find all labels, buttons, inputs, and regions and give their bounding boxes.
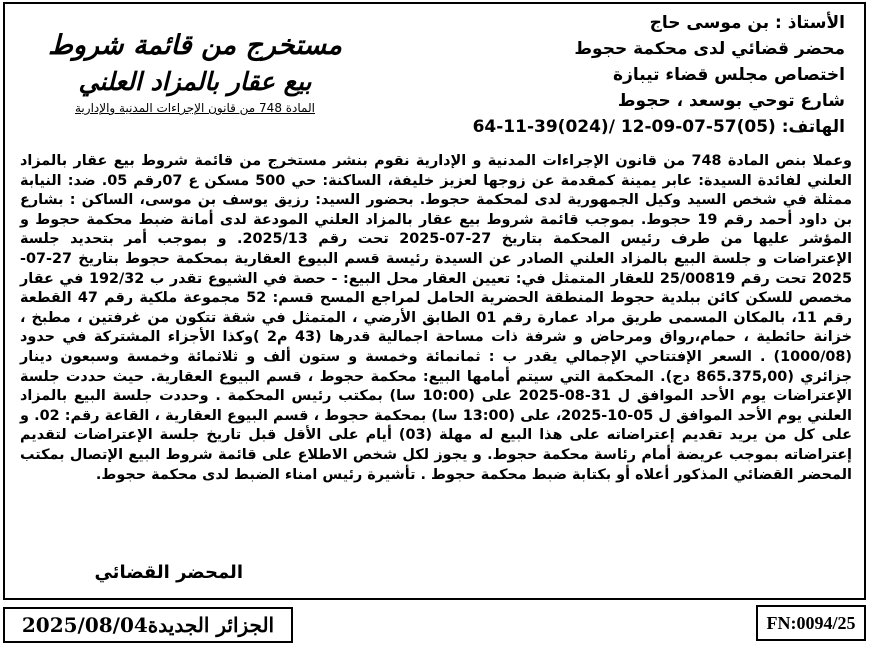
notice-body <box>20 152 852 485</box>
notice-body-text: وعملا بنص المادة 748 من قانون الإجراءات المدنية و الإدارية نقوم بنشر مستخرج من قائمة شروط بيع عقار بالمزاد العلني لفائدة السيدة: عابر يمينة كمقدمة عن زوجها لعزيز خليفة، الساكنة: حي 500 مسكن ع 07رقم 05. ضد: النيابة ممثلة في شخص السيد وكيل الجمهورية لدى لمحكمة حجوط. بحضور السيد: رزيق يوسف بن موسى، الساكن : بشارع بن داود أحمد رقم 19 حجوط. بموجب قائمة شروط بيع عقار بالمزاد العلني المودعة لدى أمانة ضبط محكمة حجوط و المؤشر عليها من طرف رئيس المحكمة بتاريخ 27-07-2025 تحت رقم 2025/13. و بموجب أمر بتحديد جلسة الإعتراضات و جلسة البيع بالمزاد العلني الصادر عن السيدة رئيسة قسم البيوع العقارية بمحكمة حجوط بتاريخ 27-07-2025 تحت رقم 25/00819 للعقار المتمثل في: تعيين العقار محل البيع: - حصة في الشيوع تقدر ب 192/32 في عقار مخصص للسكن كائن ببلدية حجوط المنطقة الحضرية الحامل لمراجع المسح قسم: 52 مجموعة ملكية رقم 47 القطعة رقم 11، بالمكان المسمى طريق مراد عمارة رقم 01 الطابق الأرضي ، المتمثل في شقة تتكون من غرفتين ، مطبخ ، خزانة حائطية ، حمام،رواق ومرحاض و شرفة ذات مساحة اجمالية قدرها (43 م2 )وكذا الأجزاء المشتركة في حدود (1000/08) . السعر الإفتتاحي الإجمالي يقدر ب : ثمانمائة وخمسة و ستون ألف و ثلاثمائة وخمسة وسبعون دينار جزائري (865.375,00 دج). المحكمة التي سيتم أمامها البيع: محكمة حجوط ، قسم البيوع العقارية. حيث حددت جلسة الإعتراضات يوم الأحد الموافق ل 31-08-2025 على (10:00 سا) بمكتب رئيس المحكمة . وحددت جلسة البيع بالمزاد العلني يوم الأحد الموافق ل 05-10-2025، على (13:00 سا) بمحكمة حجوط ، قسم البيوع العقارية ، القاعة رقم: 02. و على كل من يريد تقديم إعتراضاته على هذا البيع له مهلة (03) أيام على الأقل قبل تاريخ جلسة الإعتراضات لتقديم إعتراضاته بموجب عريضة أمام رئاسة محكمة حجوط. و يجوز لكل شخص الاطلاع على قائمة شروط البيع الإتصال بمكتب المحضر القضائي المذكور أعلاه أو بكتابة ضبط محكمة حجوط . تأشيرة رئيس امناء الضبط لدى محكمة حجوط. <box>20 153 853 483</box>
notice-title-block <box>20 28 370 116</box>
notice-article-reference: المادة 748 من قانون الإجراءات المدنية والإدارية <box>75 101 315 115</box>
newspaper-date-box: الجزائر الجديدة2025/08/04 <box>3 607 293 643</box>
bailiff-name: الأستاذ : بن موسى حاج <box>649 13 845 33</box>
fn-code-box: FN:0094/25 <box>756 605 866 641</box>
phone-label: الهاتف: <box>781 117 845 137</box>
bailiff-phone <box>425 114 845 140</box>
notice-title-line2: بيع عقار بالمزاد العلني <box>78 67 312 96</box>
bailiff-title: محضر قضائي لدى محكمة حجوط <box>574 39 845 59</box>
signature: المحضر القضائي <box>94 562 243 583</box>
bailiff-jurisdiction: اختصاص مجلس قضاء تيبازة <box>613 65 845 85</box>
notice-title-line1: مستخرج من قائمة شروط <box>48 30 342 61</box>
bailiff-header <box>425 10 845 140</box>
bailiff-address: شارع توحي بوسعد ، حجوط <box>617 91 845 111</box>
phone-value: 64-11-39(024)/ 12-09-07-57(05) <box>472 117 776 137</box>
